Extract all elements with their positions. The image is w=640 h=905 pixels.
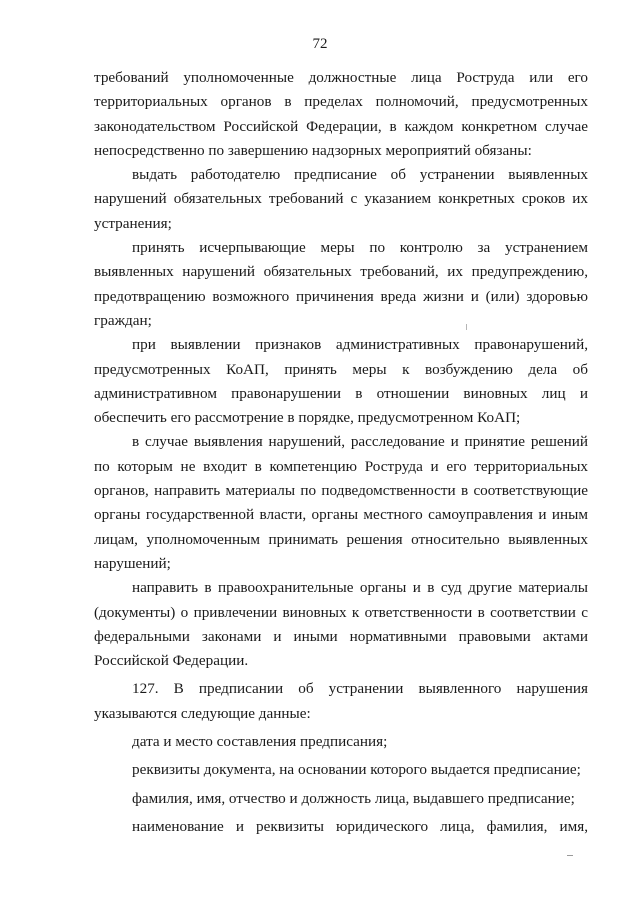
list-item-legal-entity: наименование и реквизиты юридического лица, фамилия, имя, bbox=[132, 817, 588, 835]
list-item-administrative-case: при выявлении признаков административных правонарушений, предусмотренных КоАП, принять меры к возбуждению дела об административном правонарушении в отношении виновных лиц и обеспечить его рассмотрение в порядке, предусмотренном КоАП; bbox=[94, 336, 588, 427]
scan-artifact bbox=[567, 855, 573, 856]
list-item-date-place: дата и место составления предписания; bbox=[132, 733, 388, 751]
document-body bbox=[94, 66, 588, 839]
list-item-document-details: реквизиты документа, на основании которого выдается предписание; bbox=[132, 761, 581, 779]
list-item-law-enforcement: направить в правоохранительные органы и в суд другие материалы (документы) о привлечении виновных к ответственности в соответствии с федеральными законами и иными нормативными правовыми актами Российской Федерации. bbox=[94, 579, 588, 670]
list-item-issuer: фамилия, имя, отчество и должность лица, выдавшего предписание; bbox=[132, 789, 575, 807]
page-number: 72 bbox=[312, 36, 328, 52]
list-item-take-measures: принять исчерпывающие меры по контролю за устранением выявленных нарушений обязательных требований, их предупреждению, предотвращению возможного причинения вреда жизни и (или) здоровью граждан; bbox=[94, 239, 588, 329]
scan-artifact bbox=[466, 324, 467, 330]
list-item-issue-order: выдать работодателю предписание об устранении выявленных нарушений обязательных требований с указанием конкретных сроков их устранения; bbox=[94, 166, 588, 232]
paragraph-continuation: требований уполномоченные должностные лица Роструда или его территориальных органов в пределах полномочий, предусмотренных законодательством Российской Федерации, в каждом конкретном случае непосредственно по завершению надзорных мероприятий обязаны: bbox=[94, 69, 588, 159]
list-item-forward-materials: в случае выявления нарушений, расследование и принятие решений по которым не входит в компетенцию Роструда и его территориальных органов, направить материалы по подведомственности в соответствующие органы государственной власти, органы местного самоуправления и иным лицам, уполномоченным принимать решения относительно выявленных нарушений; bbox=[94, 433, 588, 572]
paragraph-127: 127. В предписании об устранении выявленного нарушения указываются следующие данные: bbox=[94, 680, 588, 722]
